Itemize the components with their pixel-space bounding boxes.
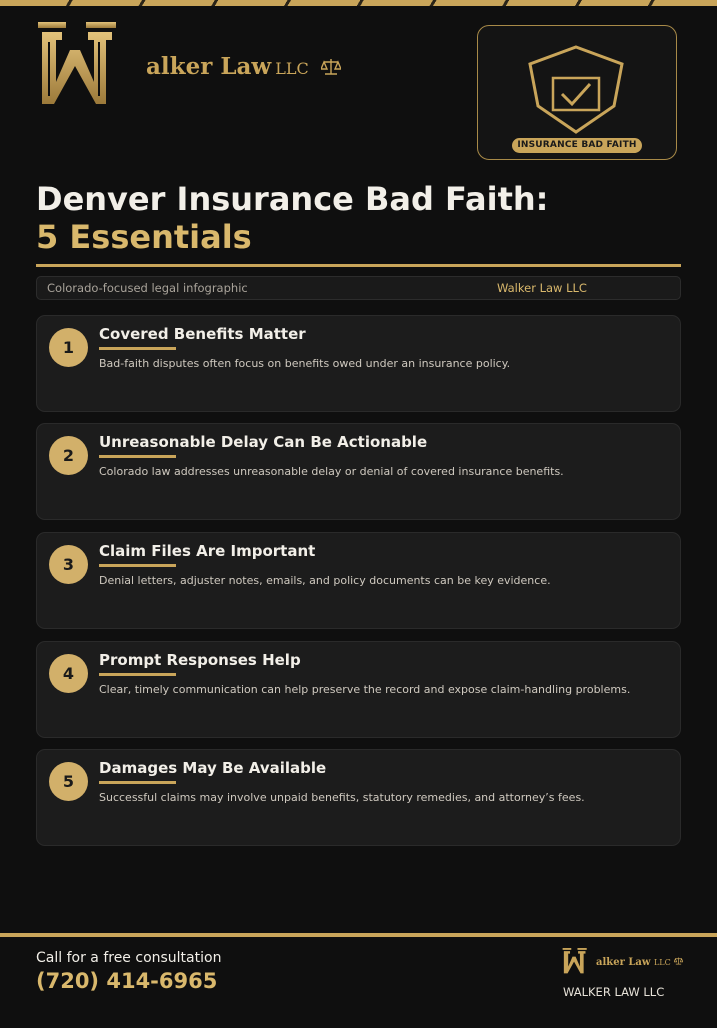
item-title-underline (99, 673, 176, 676)
title-divider (36, 264, 681, 267)
footer-scales-icon (674, 957, 683, 965)
item-number-badge: 2 (49, 436, 88, 475)
footer-logo-name: alker Law (596, 957, 651, 968)
item-description: Colorado law addresses unreasonable delay or denial of covered insurance benefits. (99, 465, 564, 478)
item-number-badge: 1 (49, 328, 88, 367)
essential-card-1 (36, 315, 681, 412)
item-title: Unreasonable Delay Can Be Actionable (99, 433, 428, 451)
logo-suffix: LLC (275, 59, 309, 78)
footer-firm-name: WALKER LAW LLC (563, 985, 665, 999)
subtitle-text: Colorado-focused legal infographic (47, 281, 248, 295)
logo-name: alker Law (146, 53, 272, 80)
badge-label: INSURANCE BAD FAITH (512, 138, 642, 153)
item-title: Covered Benefits Matter (99, 325, 306, 343)
item-number-badge: 4 (49, 654, 88, 693)
item-title-underline (99, 455, 176, 458)
item-description: Denial letters, adjuster notes, emails, and policy documents can be key evidence. (99, 574, 551, 587)
pillar-w-logo-icon (36, 20, 146, 108)
item-title-underline (99, 781, 176, 784)
shield-check-icon (526, 44, 626, 134)
footer-call-text: Call for a free consultation (36, 950, 222, 966)
subtitle-firm: Walker Law LLC (497, 281, 587, 295)
essential-card-3 (36, 532, 681, 629)
item-description: Clear, timely communication can help preserve the record and expose claim-handling problems. (99, 683, 631, 696)
footer-logo (562, 943, 687, 983)
essential-card-2 (36, 423, 681, 520)
footer-logo-wordmark (596, 957, 683, 968)
item-title: Claim Files Are Important (99, 542, 316, 560)
item-description: Bad-faith disputes often focus on benefits owed under an insurance policy. (99, 357, 511, 370)
footer (0, 933, 717, 1028)
essential-card-5 (36, 749, 681, 846)
footer-logo-suffix: LLC (653, 958, 671, 967)
title-line-1: Denver Insurance Bad Faith: (36, 180, 549, 218)
item-title-underline (99, 564, 176, 567)
item-description: Successful claims may involve unpaid benefits, statutory remedies, and attorney’s fees. (99, 791, 585, 804)
scales-of-justice-icon (321, 58, 341, 76)
item-number-badge: 5 (49, 762, 88, 801)
item-number-badge: 3 (49, 545, 88, 584)
item-title: Damages May Be Available (99, 759, 327, 777)
top-decorative-stripes (0, 0, 717, 6)
subtitle-bar (36, 276, 681, 300)
insurance-bad-faith-badge (477, 25, 677, 160)
item-title-underline (99, 347, 176, 350)
page-title (36, 180, 676, 256)
walker-law-logo (36, 20, 336, 108)
title-line-2: 5 Essentials (36, 218, 252, 256)
logo-wordmark (146, 53, 341, 80)
essential-card-4 (36, 641, 681, 738)
footer-pillar-w-logo-icon (562, 943, 596, 979)
footer-phone-number[interactable]: (720) 414-6965 (36, 969, 218, 993)
item-title: Prompt Responses Help (99, 651, 301, 669)
